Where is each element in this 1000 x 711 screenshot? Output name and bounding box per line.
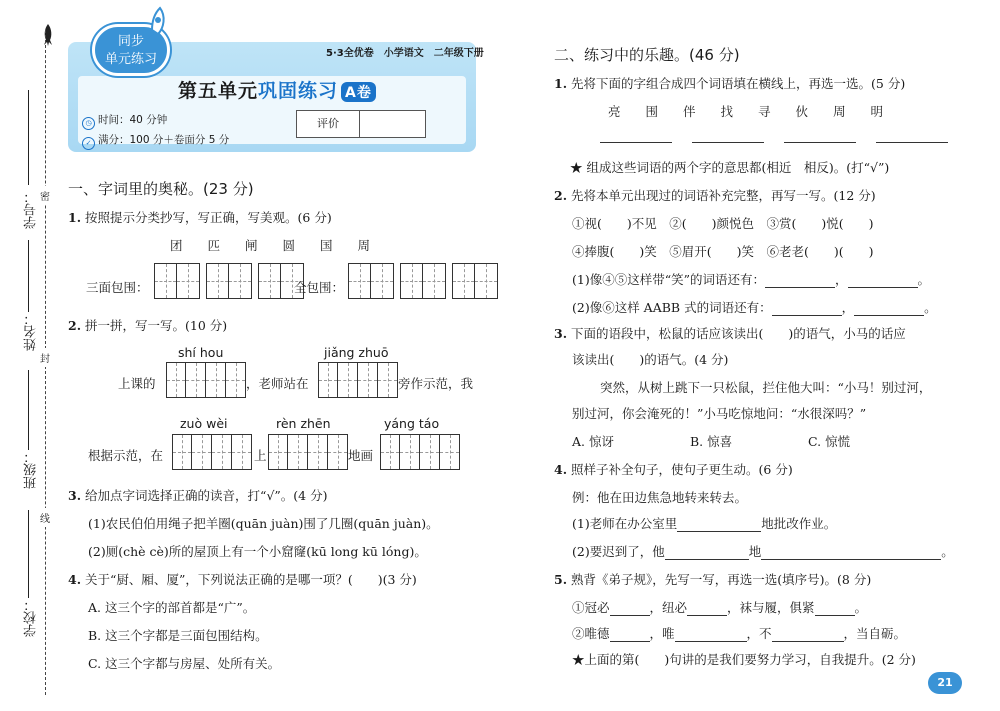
series-label: 5·3全优卷 小学语文 二年级下册 [326, 48, 484, 59]
cut-mark-xian: 线 [40, 508, 50, 527]
evaluation-field[interactable] [360, 111, 425, 137]
right-q4-prompt: 4. 照样子补全句子，使句子更生动。(6 分) [554, 462, 793, 477]
class-line[interactable] [28, 370, 29, 450]
q3-option-b[interactable]: B. 惊喜 [690, 434, 733, 449]
grid-renzhen[interactable] [268, 434, 348, 470]
answer-blank[interactable] [876, 130, 948, 143]
grid-yangtao[interactable] [380, 434, 460, 470]
badge-line1: 同步 [117, 34, 144, 49]
q2-row3: (1)像④⑤这样带“笑”的词语还有： ， 。 [572, 272, 931, 287]
q5-star[interactable]: ★上面的第( )句讲的是我们要努力学习，自我提升。(2 分) [572, 652, 916, 667]
q3-passage-1: 突然，从树上跳下一只松鼠，拦住他大叫：“小马！别过河， [600, 380, 932, 395]
student-id-line[interactable] [28, 90, 29, 185]
name-line[interactable] [28, 240, 29, 312]
school-label: 学校： [24, 598, 39, 637]
q2-line1-b: ，老师站在 [246, 376, 309, 391]
cut-mark-feng: 封 [40, 348, 50, 367]
time-info [82, 112, 167, 130]
q2-line1-c: 旁作示范，我 [398, 376, 474, 391]
full-enclose-label: 全包围： [294, 280, 345, 295]
q3-option-c[interactable]: C. 惊慌 [808, 434, 851, 449]
score-info [82, 132, 229, 150]
title-part1: 第五单元 [178, 80, 259, 102]
q4-example: 例：他在田边焦急地转来转去。 [572, 490, 748, 505]
evaluation-label: 评价 [297, 111, 360, 137]
title-badge: A卷 [341, 82, 376, 102]
answer-blank[interactable] [677, 519, 761, 532]
rocket-small-icon [41, 24, 55, 46]
q3-passage-2: 别过河，你会淹死的！”小马吃惊地问：“水很深吗？” [572, 406, 867, 421]
q4-sentence-1: (1)老师在办公室里 地批改作业。 [572, 516, 837, 531]
full-enclose-grid[interactable] [348, 263, 498, 299]
right-q1-prompt: 1. 先将下面的字组合成四个词语填在横线上，再选一选。(5 分) [554, 76, 906, 91]
q2-line1-a: 上课的 [118, 376, 156, 391]
right-q5-prompt: 5. 熟背《弟子规》，先写一写，再选一选(填序号)。(8 分) [554, 572, 872, 587]
title-part2: 巩固练习 [258, 80, 339, 102]
pinyin-jiangzhuo: jiǎng zhuō [324, 345, 389, 360]
right-q1-chars: 亮 围 伴 找 寻 伙 周 明 [608, 104, 884, 119]
q5-line-2: ②唯德 ，唯 ，不 ，当自砺。 [572, 626, 907, 641]
school-line[interactable] [28, 510, 29, 598]
q4-sentence-2: (2)要迟到了，他 地 。 [572, 544, 954, 559]
q3-sentence-1[interactable]: (1)农民伯伯用绳子把羊圈(quān juàn)围了几圈(quān juàn)。 [88, 516, 439, 531]
left-q1-prompt: 1. 按照提示分类抄写，写正确，写美观。(6 分) [68, 210, 332, 225]
q2-line2-b: 上 [254, 448, 267, 463]
answer-blank[interactable] [784, 130, 856, 143]
binding-strip [0, 0, 60, 711]
answer-blank[interactable] [600, 130, 672, 143]
right-q2-prompt: 2. 先将本单元出现过的词语补充完整，再写一写。(12 分) [554, 188, 876, 203]
class-label: 班级： [24, 450, 39, 489]
answer-blank[interactable] [665, 547, 749, 560]
time-text: 时间：40 分钟 [98, 114, 168, 126]
page-number: 21 [928, 672, 962, 694]
q4-option-a[interactable]: A. 这三个字的部首都是“广”。 [88, 600, 256, 615]
left-q4-prompt: 4. 关于“厨、厢、厦”，下列说法正确的是哪一项？( )(3 分) [68, 572, 417, 587]
answer-blank[interactable] [761, 547, 941, 560]
left-q1-chars: 团 匹 闸 圆 国 周 [170, 238, 371, 253]
q3-sentence-2[interactable]: (2)厕(chè cè)所的屋顶上有一个小窟窿(kū long kū lóng)。 [88, 544, 427, 559]
pinyin-renzhen: rèn zhēn [276, 416, 331, 431]
cut-mark-mi: 密 [40, 186, 50, 205]
clock-icon: ◷ [82, 117, 95, 130]
three-side-grid[interactable] [154, 263, 304, 299]
section-1-title: 一、字词里的奥秘。(23 分) [68, 180, 254, 198]
three-side-label: 三面包围： [86, 280, 149, 295]
rocket-icon [140, 6, 168, 46]
pinyin-yangtao: yáng táo [384, 416, 440, 431]
badge-line2: 单元练习 [104, 52, 157, 67]
q3-option-a[interactable]: A. 惊讶 [572, 434, 614, 449]
right-q3-prompt: 3. 下面的语段中，松鼠的话应该读出( )的语气，小马的话应 [554, 326, 906, 341]
answer-blank[interactable] [692, 130, 764, 143]
q4-option-b[interactable]: B. 这三个字都是三面包围结构。 [88, 628, 268, 643]
q2-row4: (2)像⑥这样 AABB 式的词语还有： ， 。 [572, 300, 937, 315]
left-q3-prompt: 3. 给加点字词选择正确的读音，打“√”。(4 分) [68, 488, 328, 503]
page-title [178, 76, 376, 103]
right-q1-blanks[interactable] [600, 130, 948, 143]
check-icon: ✓ [82, 137, 95, 150]
grid-shihou[interactable] [166, 362, 246, 398]
name-label: 姓名： [24, 312, 39, 351]
q2-row1[interactable]: ①视( )不见 ②( )颜悦色 ③赏( )悦( ) [572, 216, 874, 231]
pinyin-shihou: shí hou [178, 345, 224, 360]
section-2-title: 二、练习中的乐趣。(46 分) [554, 46, 740, 64]
q2-line2-a: 根据示范，在 [88, 448, 164, 463]
q2-row2[interactable]: ④捧腹( )笑 ⑤眉开( )笑 ⑥老老( )( ) [572, 244, 874, 259]
right-q3-prompt-2: 该读出( )的语气。(4 分) [572, 352, 729, 367]
pinyin-zuowei: zuò wèi [180, 416, 228, 431]
q2-line2-c: 地画 [348, 448, 374, 463]
right-q1-star[interactable]: ★ 组成这些词语的两个字的意思都(相近 相反)。(打“√”) [570, 160, 890, 175]
evaluation-box [296, 110, 426, 138]
q4-option-c[interactable]: C. 这三个字都与房屋、处所有关。 [88, 656, 281, 671]
grid-jiangzhuo[interactable] [318, 362, 398, 398]
q5-line-1: ①冠必 ，纽必 ，袜与履，俱紧 。 [572, 600, 868, 615]
student-id-label: 学号： [24, 190, 39, 229]
grid-zuowei[interactable] [172, 434, 252, 470]
left-q2-prompt: 2. 拼一拼，写一写。(10 分) [68, 318, 228, 333]
score-text: 满分：100 分＋卷面分 5 分 [98, 134, 230, 146]
